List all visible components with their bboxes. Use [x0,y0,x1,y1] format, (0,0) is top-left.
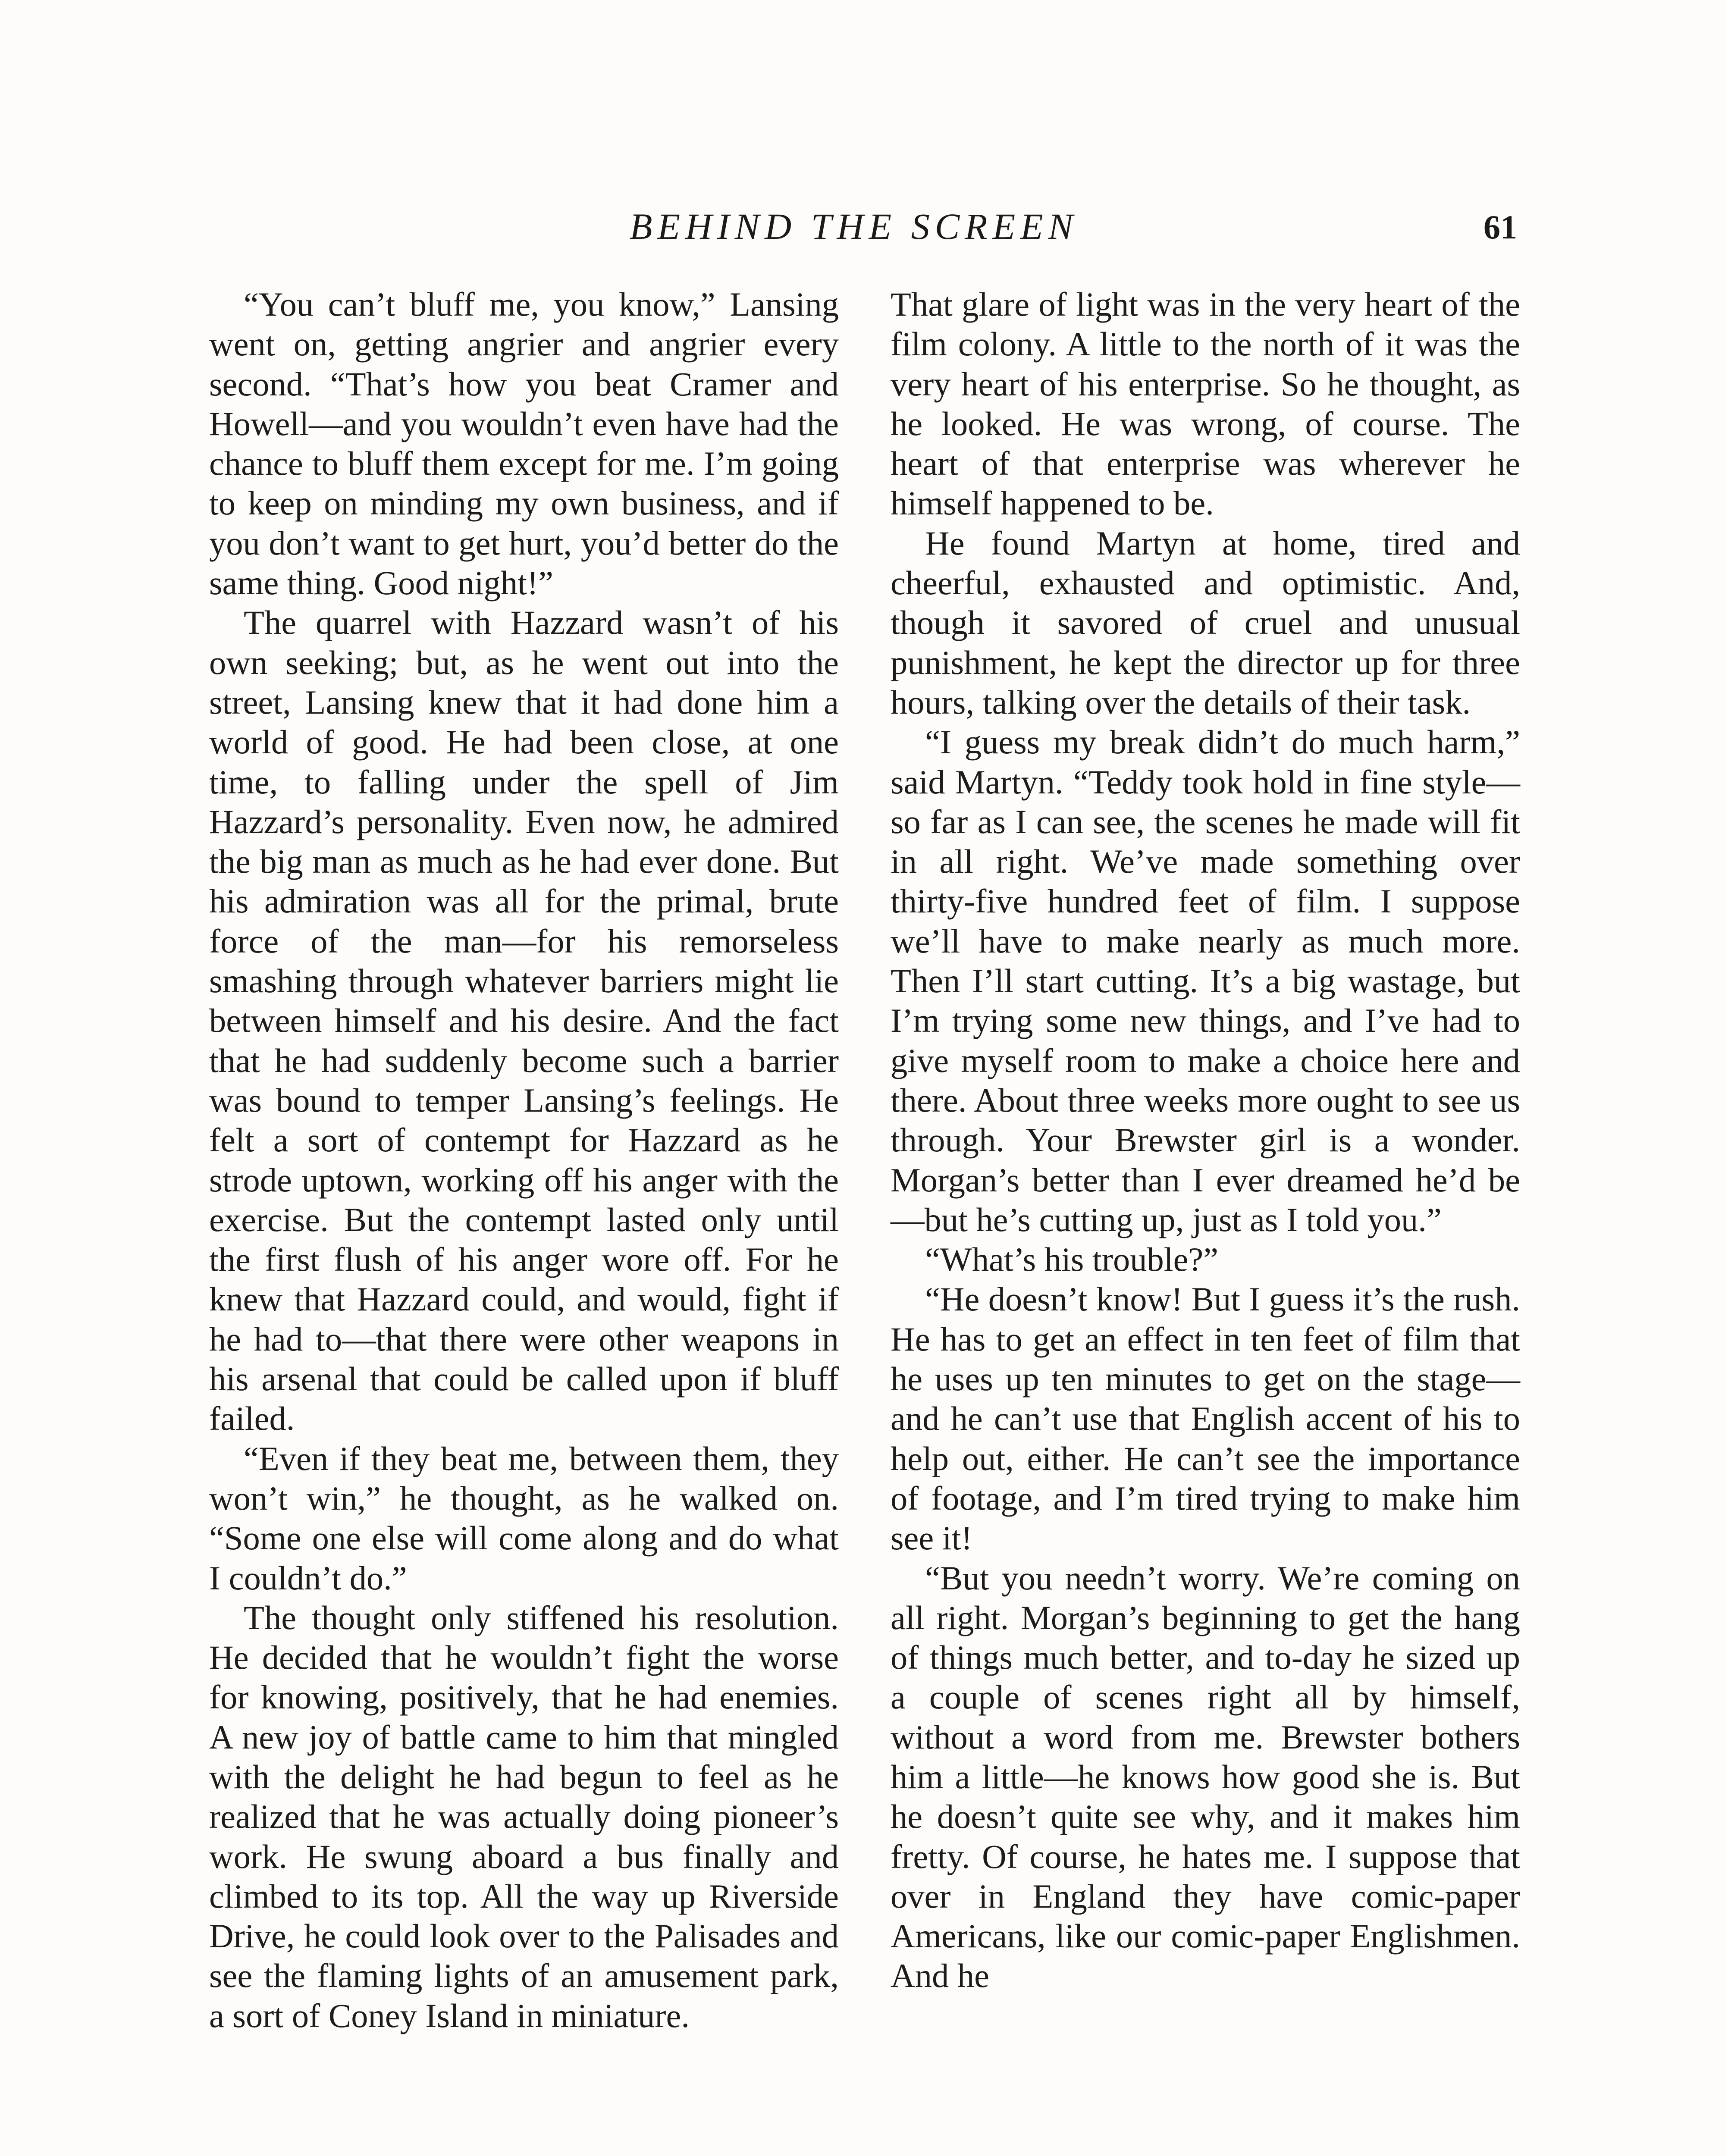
paragraph: “Even if they beat me, between them, they won’t win,” he thought, as he walked on. “Some one else will come along and do what I couldn’t do.” [209,1439,839,1597]
left-column [209,285,839,2036]
paragraph: “But you needn’t worry. We’re coming on all right. Morgan’s beginning to get the hang of things much better, and to-day he sized up a couple of scenes right all by himself, without a word from me. Brewster bothers him a little—he knows how good she is. But he doesn’t quite see why, and it makes him fretty. Of course, he hates me. I suppose that over in England they have comic-paper Americans, like our comic-paper Englishmen. And he [891,1559,1520,1995]
paragraph: He found Martyn at home, tired and cheerful, exhausted and optimistic. And, though it savored of cruel and unusual punishment, he kept the director up for three hours, talking over the details of their task. [891,524,1520,721]
running-title: BEHIND THE SCREEN [629,206,1079,247]
paragraph: “What’s his trouble?” [925,1241,1219,1279]
paragraph-continuation: That glare of light was in the very heart of the film colony. A little to the north of it was the very heart of his enterprise. So he thought, as he looked. He was wrong, of course. The heart of that enterprise was wherever he himself happened to be. [891,285,1520,522]
right-column [891,285,1520,1996]
page-number: 61 [1484,208,1517,246]
paragraph: The thought only stiffened his resolution. He decided that he wouldn’t fight the worse for knowing, positively, that he had enemies. A new joy of battle came to him that mingled with the delight he had begun to feel as he realized that he was actually doing pioneer’s work. He swung aboard a bus finally and climbed to its top. All the way up Riverside Drive, he could look over to the Palisades and see the flaming lights of an amusement park, a sort of Coney Island in miniature. [209,1598,839,2034]
paragraph: “I guess my break didn’t do much harm,” said Martyn. “Teddy took hold in fine style—so far as I can see, the scenes he made will fit in all right. We’ve made something over thirty-five hundred feet of film. I suppose we’ll have to make nearly as much more. Then I’ll start cutting. It’s a big wastage, but I’m trying some new things, and I’ve had to give myself room to make a choice here and there. About three weeks more ought to see us through. Your Brewster girl is a wonder. Morgan’s better than I ever dreamed he’d be—but he’s cutting up, just as I told you.” [891,723,1520,1238]
paragraph: The quarrel with Hazzard wasn’t of his own seeking; but, as he went out into the street, Lansing knew that it had done him a world of good. He had been close, at one time, to falling under the spell of Jim Hazzard’s personality. Even now, he admired the big man as much as he had ever done. But his admiration was all for the primal, brute force of the man—for his remorseless smashing through whatever barriers might lie between himself and his desire. And the fact that he had suddenly become such a barrier was bound to temper Lansing’s feelings. He felt a sort of contempt for Hazzard as he strode uptown, working off his anger with the exercise. But the contempt lasted only until the first flush of his anger wore off. For he knew that Hazzard could, and would, fight if he had to—that there were other weapons in his arsenal that could be called upon if bluff failed. [209,604,839,1438]
paragraph: “He doesn’t know! But I guess it’s the rush. He has to get an effect in ten feet of film that he uses up ten minutes to get on the stage—and he can’t use that English accent of his to help out, either. He can’t see the importance of footage, and I’m tired trying to make him see it! [891,1280,1520,1557]
paragraph: “You can’t bluff me, you know,” Lansing went on, getting angrier and angrier every second. “That’s how you beat Cramer and Howell—and you wouldn’t even have had the chance to bluff them except for me. I’m going to keep on minding my own business, and if you don’t want to get hurt, you’d better do the same thing. Good night!” [209,285,839,602]
